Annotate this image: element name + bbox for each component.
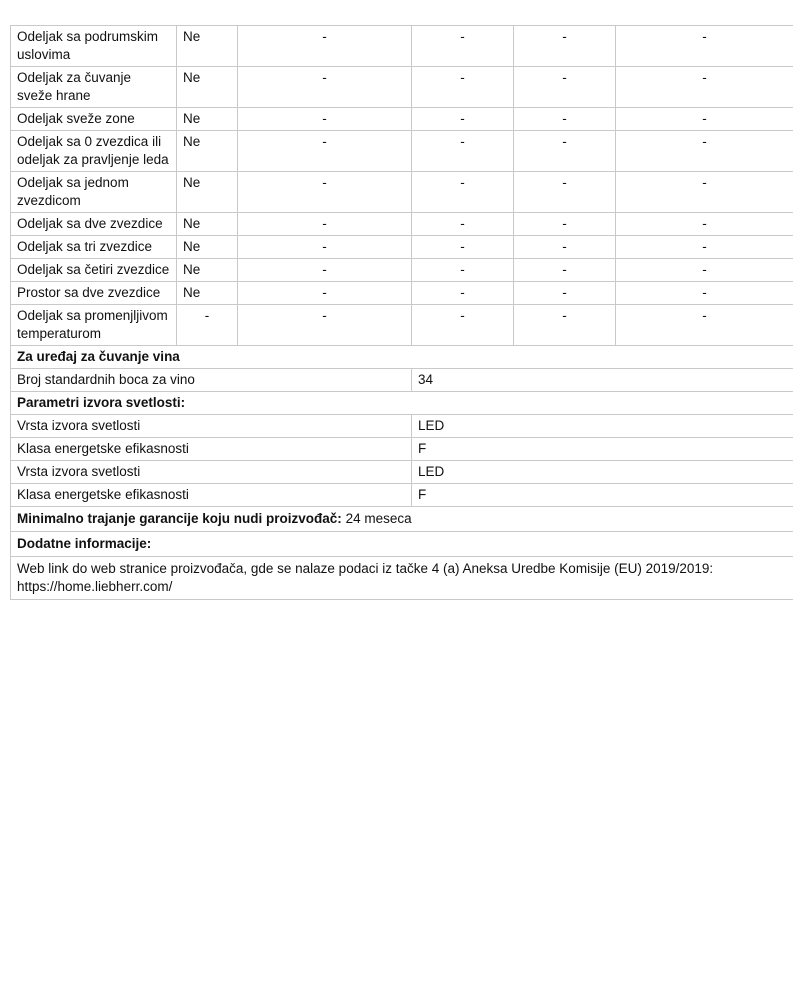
compartment-value: - xyxy=(412,108,514,131)
wine-bottles-row xyxy=(11,369,793,392)
compartment-name: Odeljak sa podrumskim uslovima xyxy=(11,26,177,67)
warranty-section xyxy=(11,507,793,600)
compartment-value: - xyxy=(616,172,793,213)
compartment-value: - xyxy=(616,213,793,236)
compartment-present: Ne xyxy=(177,108,238,131)
compartment-row xyxy=(11,305,793,346)
compartment-row xyxy=(11,282,793,305)
light-label: Vrsta izvora svetlosti xyxy=(11,461,412,484)
wine-heading-row xyxy=(11,346,793,369)
compartment-row xyxy=(11,259,793,282)
compartment-value: - xyxy=(238,108,412,131)
compartment-value: - xyxy=(238,305,412,346)
compartment-present: Ne xyxy=(177,131,238,172)
compartment-value: - xyxy=(616,108,793,131)
compartment-value: - xyxy=(412,131,514,172)
compartment-name: Odeljak sa tri zvezdice xyxy=(11,236,177,259)
compartment-name: Odeljak sa jednom zvezdicom xyxy=(11,172,177,213)
compartment-value: - xyxy=(412,26,514,67)
wine-bottles-label: Broj standardnih boca za vino xyxy=(11,369,412,392)
compartment-value: - xyxy=(514,131,616,172)
compartment-name: Odeljak sa dve zvezdice xyxy=(11,213,177,236)
compartment-value: - xyxy=(514,108,616,131)
light-row xyxy=(11,415,793,438)
compartment-present: Ne xyxy=(177,282,238,305)
wine-bottles-value: 34 xyxy=(412,369,793,392)
compartment-row xyxy=(11,108,793,131)
compartment-value: - xyxy=(238,131,412,172)
additional-text: Web link do web stranice proizvođača, gde se nalaze podaci iz tačke 4 (a) Aneksa Uredbe Komisije (EU) 2019/2019: https://home.liebherr.com/ xyxy=(11,557,793,600)
warranty-row xyxy=(11,507,793,532)
compartment-value: - xyxy=(514,172,616,213)
light-section xyxy=(11,392,793,507)
compartment-value: - xyxy=(514,259,616,282)
compartment-value: - xyxy=(238,259,412,282)
light-value: LED xyxy=(412,415,793,438)
compartment-row xyxy=(11,236,793,259)
compartment-name: Odeljak sveže zone xyxy=(11,108,177,131)
compartment-value: - xyxy=(412,213,514,236)
compartment-value: - xyxy=(412,282,514,305)
warranty-value: 24 meseca xyxy=(345,511,412,526)
compartment-value: - xyxy=(238,213,412,236)
compartment-row xyxy=(11,213,793,236)
compartment-value: - xyxy=(616,26,793,67)
compartment-value: - xyxy=(412,259,514,282)
warranty-cell xyxy=(11,507,793,532)
light-value: F xyxy=(412,484,793,507)
compartment-row xyxy=(11,67,793,108)
compartment-row xyxy=(11,172,793,213)
compartment-present: Ne xyxy=(177,67,238,108)
compartment-value: - xyxy=(616,282,793,305)
compartment-present: - xyxy=(177,305,238,346)
compartment-value: - xyxy=(616,236,793,259)
light-row xyxy=(11,484,793,507)
compartment-present: Ne xyxy=(177,26,238,67)
compartment-value: - xyxy=(514,26,616,67)
light-row xyxy=(11,438,793,461)
compartment-value: - xyxy=(238,282,412,305)
compartment-value: - xyxy=(412,236,514,259)
compartment-value: - xyxy=(412,172,514,213)
compartment-value: - xyxy=(514,213,616,236)
compartment-value: - xyxy=(238,172,412,213)
compartment-value: - xyxy=(238,26,412,67)
additional-text-row xyxy=(11,557,793,600)
compartment-name: Odeljak za čuvanje sveže hrane xyxy=(11,67,177,108)
light-row xyxy=(11,461,793,484)
product-info-table xyxy=(10,25,793,600)
light-value: LED xyxy=(412,461,793,484)
light-label: Vrsta izvora svetlosti xyxy=(11,415,412,438)
compartment-value: - xyxy=(616,259,793,282)
wine-heading: Za uređaj za čuvanje vina xyxy=(11,346,793,369)
compartment-value: - xyxy=(514,67,616,108)
additional-heading-row xyxy=(11,532,793,557)
compartment-present: Ne xyxy=(177,236,238,259)
compartment-name: Odeljak sa četiri zvezdice xyxy=(11,259,177,282)
light-label: Klasa energetske efikasnosti xyxy=(11,438,412,461)
light-heading: Parametri izvora svetlosti: xyxy=(11,392,793,415)
compartment-value: - xyxy=(238,67,412,108)
compartment-value: - xyxy=(514,282,616,305)
light-heading-row xyxy=(11,392,793,415)
compartment-value: - xyxy=(514,305,616,346)
light-value: F xyxy=(412,438,793,461)
compartment-row xyxy=(11,26,793,67)
compartment-name: Odeljak sa promenjljivom temperaturom xyxy=(11,305,177,346)
wine-section xyxy=(11,346,793,392)
additional-heading: Dodatne informacije: xyxy=(11,532,793,557)
compartment-rows xyxy=(11,26,793,346)
compartment-value: - xyxy=(412,67,514,108)
compartment-present: Ne xyxy=(177,259,238,282)
compartment-value: - xyxy=(238,236,412,259)
compartment-value: - xyxy=(616,305,793,346)
compartment-name: Prostor sa dve zvezdice xyxy=(11,282,177,305)
compartment-value: - xyxy=(616,131,793,172)
warranty-label: Minimalno trajanje garancije koju nudi proizvođač: xyxy=(17,511,342,526)
compartment-value: - xyxy=(412,305,514,346)
compartment-present: Ne xyxy=(177,213,238,236)
compartment-row xyxy=(11,131,793,172)
compartment-name: Odeljak sa 0 zvezdica ili odeljak za pravljenje leda xyxy=(11,131,177,172)
compartment-value: - xyxy=(514,236,616,259)
compartment-present: Ne xyxy=(177,172,238,213)
compartment-value: - xyxy=(616,67,793,108)
light-label: Klasa energetske efikasnosti xyxy=(11,484,412,507)
